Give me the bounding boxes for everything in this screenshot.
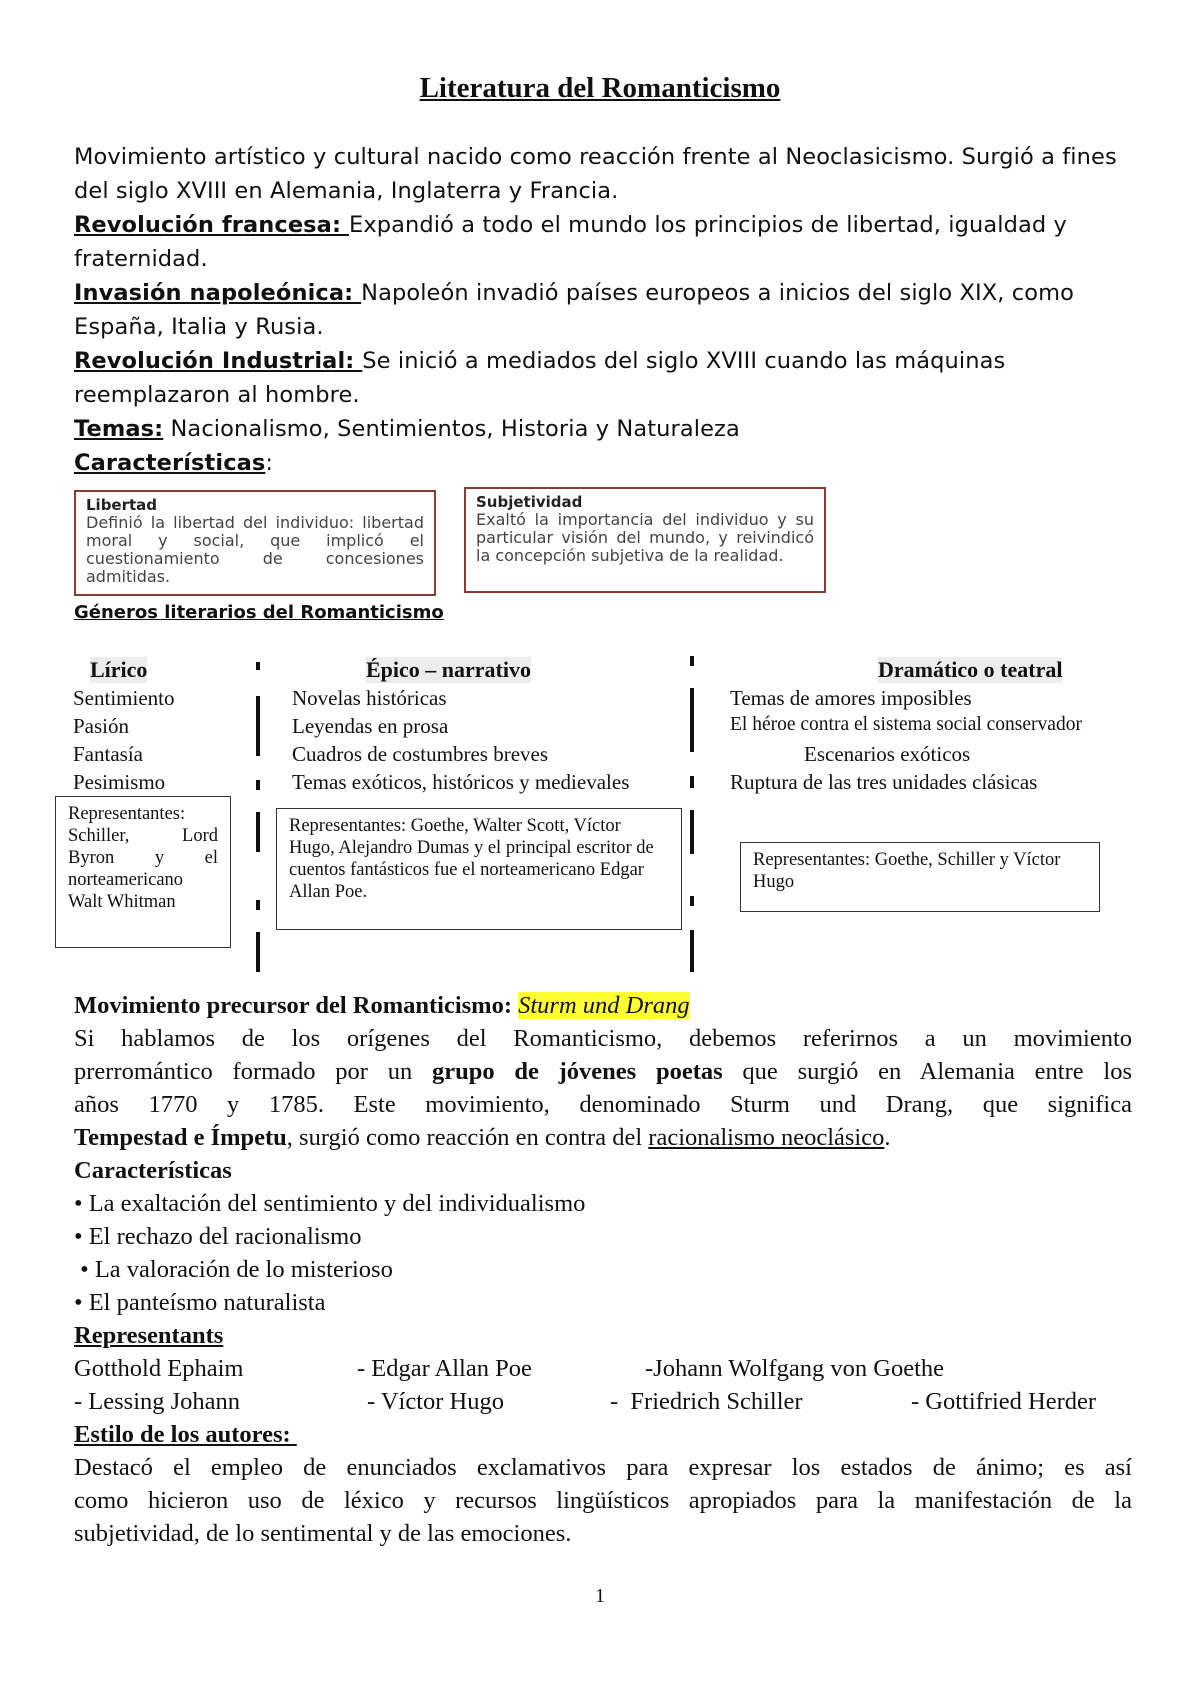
separator-dash — [256, 696, 260, 756]
genre-item: Temas exóticos, históricos y medievales — [292, 770, 630, 794]
char-box-text: Exaltó la importancia del individuo y su particular visión del mundo, y reivindicó la concepción subjetiva de la realidad. — [476, 510, 814, 565]
representant-name: Gotthold Ephaim — [74, 1355, 244, 1382]
revolucion-label: Revolución francesa: — [74, 212, 349, 238]
caracteristicas-label: Características — [74, 450, 266, 476]
representantes-box-epico: Representantes: Goethe, Walter Scott, Víctor Hugo, Alejandro Dumas y el principal escritor de cuentos fantásticos fue el norteamericano Edgar Allan Poe. — [276, 808, 682, 930]
representants-heading: Representants — [74, 1322, 224, 1349]
invasion-line-2: España, Italia y Rusia. — [74, 314, 324, 340]
page-number: 1 — [595, 1585, 605, 1607]
bullet-item: • La exaltación del sentimiento y del individualismo — [74, 1190, 586, 1217]
separator-dash — [690, 810, 694, 854]
sturm-heading — [74, 989, 1132, 1022]
text-span-bold: grupo de jóvenes poetas — [431, 1058, 723, 1085]
representant-name: - Gottifried Herder — [911, 1388, 1097, 1415]
caracteristicas-colon: : — [265, 450, 274, 476]
genre-heading-dramatico: Dramático o teatral — [878, 657, 1063, 682]
industrial-text: Se inició a mediados del siglo XVIII cuando las máquinas — [362, 348, 1006, 374]
char-box-subjetividad — [464, 487, 826, 593]
bullet-item: • El panteísmo naturalista — [74, 1289, 326, 1316]
invasion-line-1 — [74, 276, 1134, 310]
char-box-heading: Libertad — [86, 496, 158, 514]
sturm-heading-label: Movimiento precursor del Romanticismo: — [74, 992, 519, 1019]
temas-line — [74, 412, 1134, 446]
genre-heading-epico: Épico – narrativo — [366, 657, 531, 682]
sturm-heading-highlight: Sturm und Drang — [518, 992, 690, 1019]
char-box-libertad — [74, 490, 436, 596]
industrial-line-2: reemplazaron al hombre. — [74, 382, 360, 408]
genre-item: Leyendas en prosa — [292, 714, 449, 738]
genre-item: Fantasía — [73, 742, 143, 766]
char-box-text: Definió la libertad del individuo: libertad moral y social, que implicó el cuestionamiento de concesiones admitidas. — [86, 513, 424, 586]
text-span: . — [884, 1124, 891, 1151]
genre-item: Cuadros de costumbres breves — [292, 742, 549, 766]
generos-heading: Géneros literarios del Romanticismo — [74, 602, 444, 623]
revolucion-line-2: fraternidad. — [74, 246, 208, 272]
separator-dash — [256, 780, 260, 790]
representant-name: - Edgar Allan Poe — [357, 1355, 532, 1382]
estilo-line: subjetividad, de lo sentimental y de las emociones. — [74, 1520, 572, 1547]
sturm-paragraph-line: Si hablamos de los orígenes del Romanticismo, debemos referirnos a un movimiento — [74, 1025, 1132, 1052]
representant-name: -Johann Wolfgang von Goethe — [645, 1355, 945, 1382]
text-span: prerromántico formado por un — [74, 1058, 432, 1085]
genre-heading-lirico: Lírico — [90, 657, 148, 682]
text-span-bold: Tempestad e Ímpetu — [74, 1124, 287, 1151]
separator-dash — [256, 662, 260, 670]
revolucion-line-1 — [74, 208, 1134, 242]
genre-item: El héroe contra el sistema social conservador — [730, 714, 1082, 735]
genre-item: Pasión — [73, 714, 130, 738]
revolucion-text: Expandió a todo el mundo los principios de libertad, igualdad y — [349, 212, 1067, 238]
text-span-underlined: racionalismo neoclásico — [648, 1124, 885, 1151]
text-span: que surgió en Alemania entre los — [722, 1058, 1132, 1085]
genre-item: Pesimismo — [73, 770, 166, 794]
temas-label: Temas: — [74, 416, 164, 442]
genre-item: Temas de amores imposibles — [730, 686, 972, 710]
estilo-line: como hicieron uso de léxico y recursos lingüísticos apropiados para la manifestación de la — [74, 1487, 1132, 1514]
industrial-line-1 — [74, 344, 1134, 378]
representant-name: - Lessing Johann — [74, 1388, 241, 1415]
industrial-label: Revolución Industrial: — [74, 348, 363, 374]
genre-item: Escenarios exóticos — [804, 742, 971, 766]
separator-dash — [256, 900, 260, 910]
estilo-heading: Estilo de los autores: — [74, 1421, 297, 1448]
representant-name: - Víctor Hugo — [367, 1388, 504, 1415]
estilo-line: Destacó el empleo de enunciados exclamativos para expresar los estados de ánimo; es así — [74, 1454, 1132, 1481]
invasion-label: Invasión napoleónica: — [74, 280, 362, 306]
separator-dash — [690, 896, 694, 906]
separator-dash — [690, 776, 694, 788]
sturm-caracteristicas-heading: Características — [74, 1157, 232, 1184]
intro-line-1: Movimiento artístico y cultural nacido como reacción frente al Neoclasicismo. Surgió a fines — [74, 144, 1117, 170]
representantes-box-dramatico: Representantes: Goethe, Schiller y Víctor Hugo — [740, 842, 1100, 912]
separator-dash — [690, 656, 694, 666]
bullet-item: • La valoración de lo misterioso — [74, 1256, 393, 1283]
text-span: , surgió como reacción en contra del — [286, 1124, 649, 1151]
separator-dash — [690, 930, 694, 972]
sturm-paragraph-line — [74, 1055, 1132, 1088]
char-box-heading: Subjetividad — [476, 493, 583, 511]
separator-dash — [256, 932, 260, 972]
genre-item: Ruptura de las tres unidades clásicas — [730, 770, 1038, 794]
sturm-paragraph-line — [74, 1121, 1132, 1154]
representant-name: - Friedrich Schiller — [610, 1388, 803, 1415]
separator-dash — [256, 812, 260, 852]
intro-line-2: del siglo XVIII en Alemania, Inglaterra y Francia. — [74, 178, 619, 204]
representantes-box-lirico: Representantes: Schiller, Lord Byron y el norteamericano Walt Whitman — [55, 796, 231, 948]
temas-text: Nacionalismo, Sentimientos, Historia y Naturaleza — [163, 416, 740, 442]
invasion-text: Napoleón invadió países europeos a inicios del siglo XIX, como — [361, 280, 1075, 306]
page-title: Literatura del Romanticismo — [419, 72, 781, 104]
sturm-paragraph-line: años 1770 y 1785. Este movimiento, denominado Sturm und Drang, que significa — [74, 1091, 1132, 1118]
genre-item: Novelas históricas — [292, 686, 447, 710]
separator-dash — [690, 688, 694, 752]
caracteristicas-line — [74, 446, 1134, 480]
genre-item: Sentimiento — [73, 686, 175, 710]
bullet-item: • El rechazo del racionalismo — [74, 1223, 362, 1250]
